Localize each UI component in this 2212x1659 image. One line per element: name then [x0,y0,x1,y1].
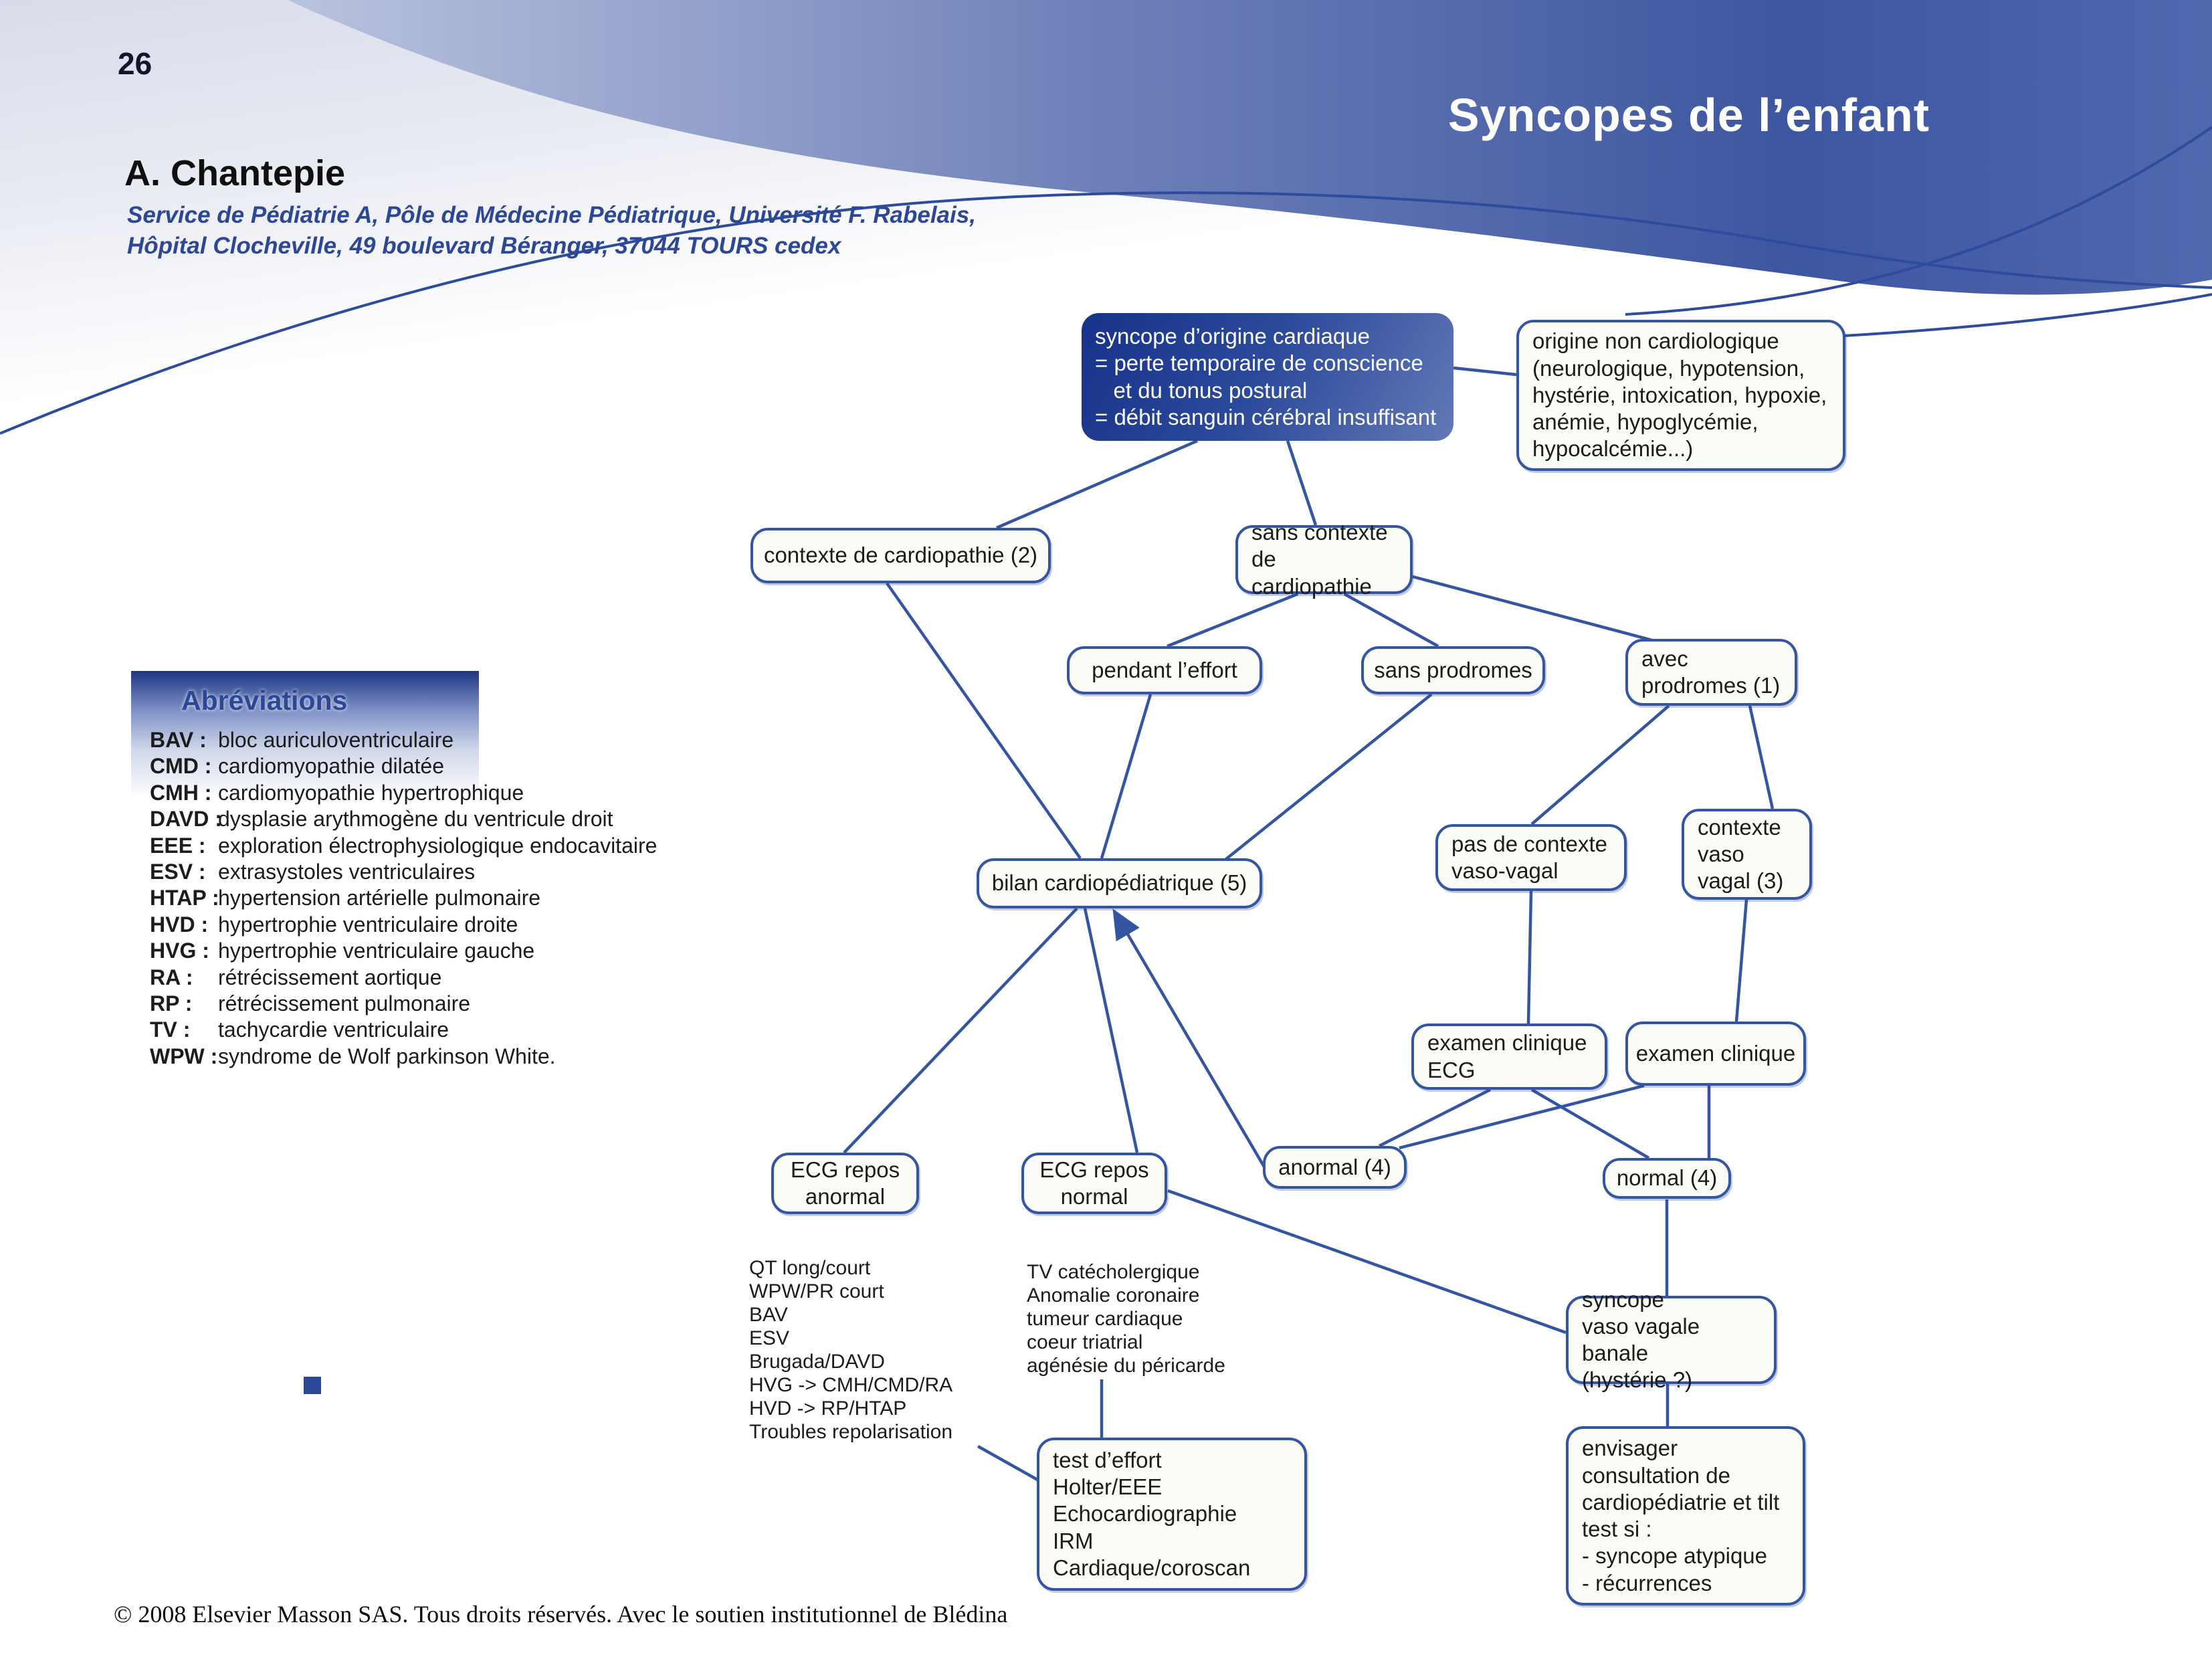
flowchart-text-list-item: coeur triatrial [1027,1331,1143,1353]
flowchart-node-text: hypocalcémie...) [1532,436,1694,462]
flowchart-node-text: examen clinique [1635,1040,1796,1066]
abbreviation-term: EEE : [150,833,206,858]
flowchart-node-text: pas de contexte [1451,831,1607,856]
flowchart-connector-line [1344,594,1438,646]
flowchart-text-list-ecg-abnormal-findings [749,1256,952,1444]
flowchart-node-text: ECG repos [1039,1157,1149,1182]
flowchart-text-list-item: agénésie du péricarde [1027,1355,1225,1377]
flowchart-node-text: hystérie, intoxication, hypoxie, [1532,382,1827,407]
abbreviation-term: BAV : [150,728,207,752]
flowchart-node-text: prodromes (1) [1641,673,1781,698]
flowchart-text-list-item: Brugada/DAVD [749,1351,885,1373]
flowchart-connector-line [997,441,1197,528]
flowchart-text-list-item: tumeur cardiaque [1027,1308,1183,1330]
flowchart-text-list-item: ESV [749,1327,790,1349]
flowchart-node-no-prodromes [1361,646,1545,694]
abbreviation-term: RP : [150,991,193,1015]
flowchart-connector-line [1085,908,1137,1153]
flowchart-node-text: anormal [805,1184,886,1209]
abbreviation-term: TV : [150,1017,191,1042]
flowchart-node-text: test si : [1582,1517,1652,1541]
flowchart-node-ecg-rest-normal [1021,1153,1167,1214]
abbreviation-definition: exploration électrophysiologique endocavitaire [218,833,658,858]
flowchart-node-non-cardiac-origin [1516,320,1845,471]
abbreviation-definition: tachycardie ventriculaire [218,1017,449,1042]
author-affiliation-line2: Hôpital Clocheville, 49 boulevard Béranger, 37044 TOURS cedex [127,233,841,259]
flowchart-node-text: consultation de [1582,1462,1730,1488]
flowchart-node-text: Echocardiographie [1053,1501,1237,1527]
flowchart-connector-line [887,583,1080,858]
flowchart-node-text: IRM Cardiaque/coroscan [1053,1528,1251,1580]
abbreviation-term: HTAP : [150,886,219,910]
flowchart-node-vasovagal-context [1682,809,1812,900]
abbreviation-definition: dysplasie arythmogène du ventricule droit [218,807,613,832]
flowchart-node-text: vaso [1698,841,1744,866]
flowchart-node-text: anémie, hypoglycémie, [1532,409,1758,435]
flowchart-node-text: bilan cardiopédiatrique (5) [991,870,1247,896]
flowchart-connector-line [844,908,1077,1153]
flowchart-connector-line [1736,900,1746,1021]
abbreviation-definition: rétrécissement aortique [218,965,442,989]
flowchart-node-text: ECG repos [790,1157,900,1182]
flowchart-node-ecg-rest-abnormal [771,1153,919,1214]
flowchart-node-text: vaso vagale banale [1582,1313,1700,1365]
abbreviation-term: CMH : [150,780,212,805]
flowchart-node-consider-consultation [1566,1426,1805,1605]
flowchart-node-text: sans contexte [1251,520,1388,545]
flowchart-connector-line [1413,577,1652,640]
flowchart-connector-line [1116,914,1270,1176]
flowchart-node-banal-vasovagal-syncope [1566,1286,1777,1393]
flowchart-connector-line [1750,706,1773,809]
flowchart-node-exercise-test-workup [1037,1438,1307,1591]
flowchart-text-list-item: BAV [749,1304,788,1326]
flowchart-text-list-item: WPW/PR court [749,1280,884,1302]
flowchart-connector-line [1528,891,1531,1023]
flowchart-node-text: = perte temporaire de conscience [1095,351,1423,376]
flowchart-text-list-ecg-normal-findings [1027,1260,1225,1377]
abbreviation-term: HVD : [150,912,209,937]
abbreviation-definition: extrasystoles ventriculaires [218,860,476,884]
flowchart-node-cardiopediatric-workup [977,858,1262,908]
page-number: 26 [118,46,153,81]
flowchart-node-during-effort [1067,646,1262,694]
abbreviation-term: DAVD : [150,807,222,832]
page-title: Syncopes de l’enfant [1447,89,1930,141]
copyright-notice: © 2008 Elsevier Masson SAS. Tous droits réservés. Avec le soutien institutionnel de Blédina [114,1601,1008,1628]
flowchart-node-no-vasovagal-context [1435,824,1627,891]
flowchart-text-list-item: QT long/court [749,1257,871,1279]
flowchart-node-text: examen clinique [1427,1030,1587,1056]
abbreviation-term: WPW : [150,1044,218,1068]
flowchart-connector-line [1225,694,1431,860]
flowchart-node-text: de cardiopathie [1251,547,1372,599]
flowchart-node-normal-4 [1603,1158,1731,1199]
author-affiliation-line1: Service de Pédiatrie A, Pôle de Médecine Pédiatrique, Université F. Rabelais, [127,202,976,228]
flowchart-node-text: vagal (3) [1698,868,1784,894]
flowchart-node-text: contexte [1698,814,1781,840]
flowchart-text-list-item: Anomalie coronaire [1027,1284,1200,1306]
flowchart-connector-line [1453,368,1516,375]
flowchart-node-no-cardiopathy-context [1235,520,1413,599]
abbreviation-definition: hypertrophie ventriculaire droite [218,912,518,937]
abbreviation-definition: hypertension artérielle pulmonaire [218,886,541,910]
flowchart-connector-line [1168,1191,1566,1333]
flowchart-node-text: normal [1060,1184,1128,1209]
abbreviation-definition: cardiomyopathie dilatée [218,754,444,779]
flowchart-node-text: = débit sanguin cérébral insuffisant [1095,404,1437,429]
abbreviations-heading-label: Abréviations [181,685,348,716]
flowchart-node-cardiopathy-context [750,528,1051,583]
flowchart-connector-line [1288,441,1316,525]
flowchart-node-clinical-exam [1625,1021,1806,1086]
flowchart-node-with-prodromes [1625,639,1797,706]
abbreviation-definition: hypertrophie ventriculaire gauche [218,939,535,963]
abbreviation-definition: syndrome de Wolf parkinson White. [218,1044,556,1068]
flowchart-text-list-item: TV catécholergique [1027,1261,1200,1283]
flowchart-node-text: anormal (4) [1278,1154,1391,1179]
flowchart-node-text: (hystérie ?) [1582,1367,1693,1393]
flowchart-node-text: syncope [1582,1286,1664,1312]
flowchart-node-clinical-exam-ecg [1411,1023,1607,1090]
flowchart-text-list-item: HVD -> RP/HTAP [749,1397,907,1420]
abbreviation-definition: bloc auriculoventriculaire [218,728,454,752]
flowchart-node-text: vaso-vagal [1451,858,1559,883]
flowchart-node-text: (neurologique, hypotension, [1532,355,1805,381]
flowchart-connector-line [1167,594,1298,646]
flowchart-node-text: cardiopédiatrie et tilt [1582,1489,1780,1515]
flowchart-node-text: contexte de cardiopathie (2) [763,543,1038,568]
flowchart-node-text: normal (4) [1616,1165,1718,1191]
author-name: A. Chantepie [124,153,346,193]
abbreviation-definition: cardiomyopathie hypertrophique [218,780,524,805]
flowchart-node-text: - récurrences [1582,1570,1712,1595]
flowchart-text-list-item: HVG -> CMH/CMD/RA [749,1374,953,1396]
flowchart-node-text: envisager [1582,1436,1678,1461]
flowchart-node-abnormal-4 [1263,1146,1407,1189]
abbreviation-term: RA : [150,965,193,989]
flowchart-node-text: pendant l’effort [1092,657,1237,682]
flowchart-connector-line [1532,706,1669,824]
flowchart-node-text: syncope d’origine cardiaque [1095,324,1370,349]
abbreviation-term: CMD : [150,754,212,779]
flowchart-node-text: test d’effort [1053,1447,1162,1472]
flowchart-node-text: origine non cardiologique [1532,328,1779,354]
flowchart-node-text: sans prodromes [1374,657,1532,682]
abbreviation-term: ESV : [150,860,206,884]
flowchart-node-text: et du tonus postural [1095,377,1308,403]
flowchart-text-list-item: Troubles repolarisation [749,1421,953,1443]
flowchart-node-syncope-cardiac-origin [1082,313,1453,441]
flowchart-node-text: avec [1641,646,1688,671]
flowchart-connector-line [1102,694,1150,858]
abbreviation-term: HVG : [150,939,209,963]
flowchart-connector-line [978,1446,1037,1480]
flowchart-node-text: Holter/EEE [1053,1474,1163,1500]
flowchart-node-text: - syncope atypique [1582,1543,1768,1569]
abbreviation-definition: rétrécissement pulmonaire [218,991,471,1015]
flowchart-node-text: ECG [1427,1057,1476,1082]
